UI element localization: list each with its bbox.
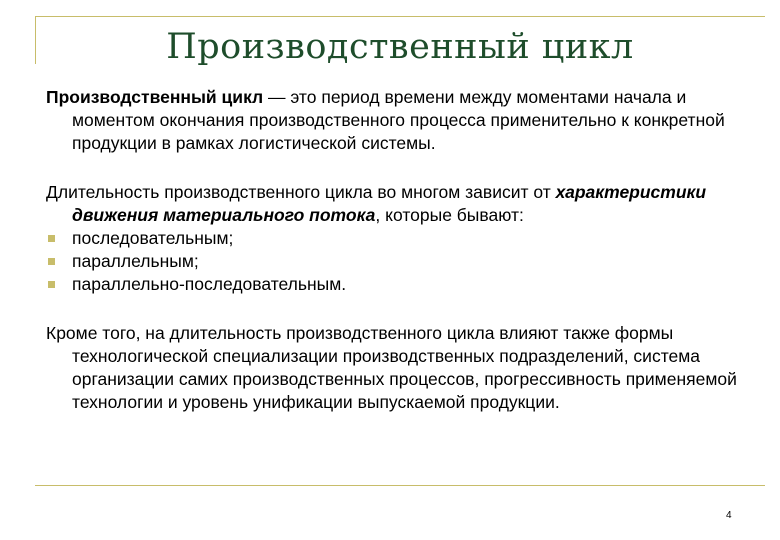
page-number: 4 bbox=[726, 510, 732, 521]
definition-term: Производственный цикл bbox=[46, 87, 264, 107]
duration-emphasis: характеристики движения материального потока bbox=[72, 182, 707, 225]
duration-text-before: Длительность производственного цикла во многом зависит от bbox=[46, 182, 556, 202]
bottom-divider bbox=[35, 485, 765, 486]
list-item: последовательным; bbox=[46, 227, 746, 250]
square-bullet-icon bbox=[48, 281, 55, 288]
top-divider bbox=[35, 16, 765, 17]
factors-paragraph: Кроме того, на длительность производственного цикла влияют также формы технологической специализации производственных подразделений, система организации самих производственных процессов, прогрессивность применяемой технологии и уровень унификации выпускаемой продукции. bbox=[46, 323, 737, 412]
definition-paragraph bbox=[46, 86, 746, 155]
duration-paragraph bbox=[46, 181, 746, 227]
flow-types-list bbox=[46, 227, 746, 296]
square-bullet-icon bbox=[48, 235, 55, 242]
slide-title: Производственный цикл bbox=[166, 27, 634, 67]
list-item: параллельно-последовательным. bbox=[46, 273, 746, 296]
definition-text: — это период времени между моментами начала и моментом окончания производственного процесса применительно к конкретной продукции в рамках логистической системы. bbox=[72, 87, 725, 153]
list-item: параллельным; bbox=[46, 250, 746, 273]
duration-text-after: , которые бывают: bbox=[375, 205, 524, 225]
slide-body bbox=[46, 86, 746, 414]
square-bullet-icon bbox=[48, 258, 55, 265]
